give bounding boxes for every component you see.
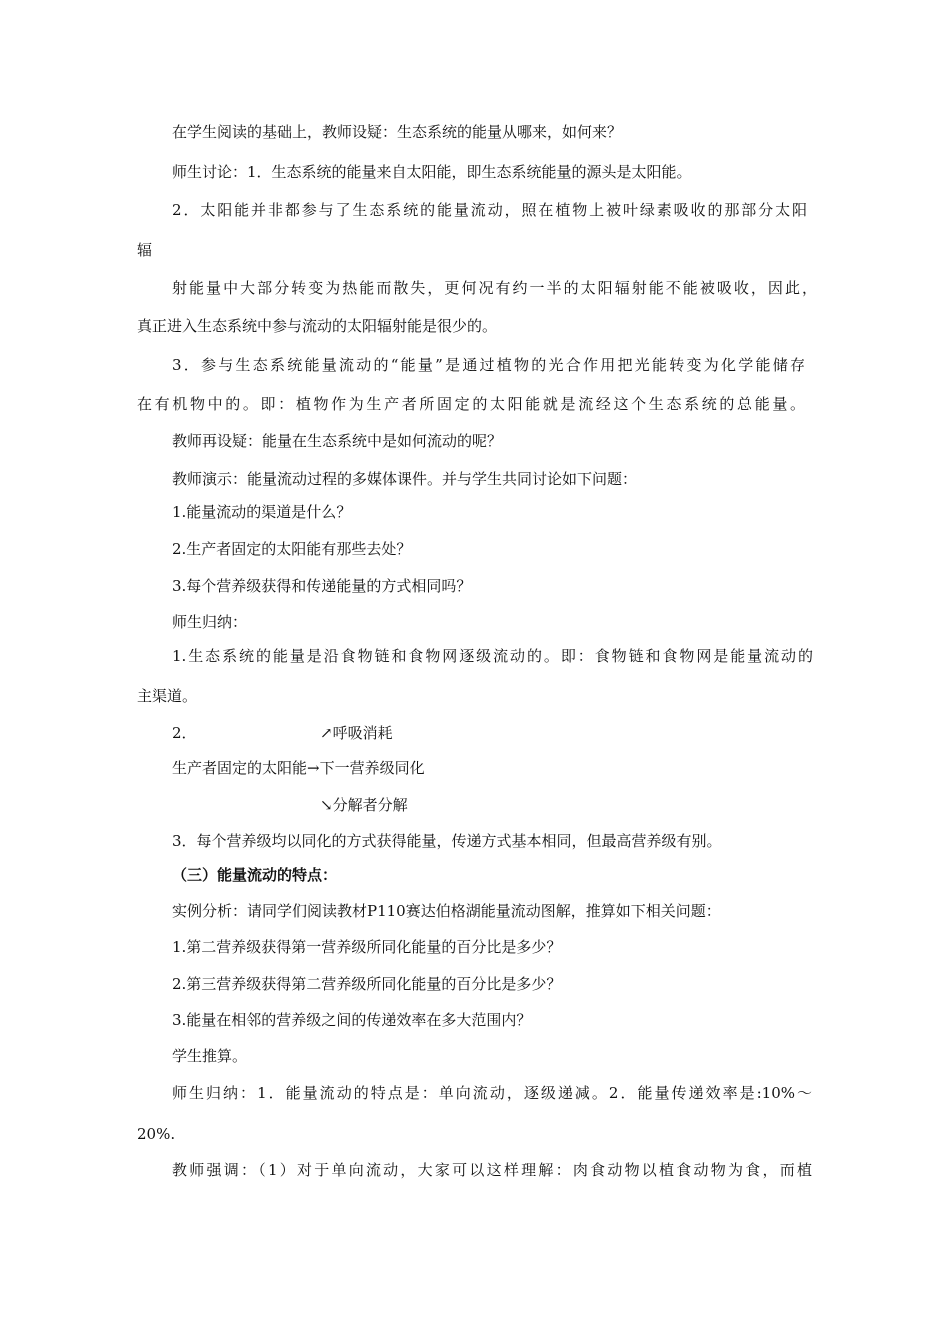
text-line: 射能量中大部分转变为热能而散失，更何况有约一半的太阳辐射能不能被吸收，因此， <box>172 279 817 297</box>
text-line: 1.生态系统的能量是沿食物链和食物网逐级流动的。即：食物链和食物网是能量流动的 <box>172 647 813 665</box>
text-line: 教师演示：能量流动过程的多媒体课件。并与学生共同讨论如下问题： <box>172 470 638 488</box>
text-line: 3.每个营养级获得和传递能量的方式相同吗？ <box>172 577 472 595</box>
text-line: 师生归纳： <box>172 613 248 631</box>
text-line: 学生推算。 <box>172 1047 248 1065</box>
flow-main: 生产者固定的太阳能→下一营养级同化 <box>172 759 425 777</box>
text-line: 3.能量在相邻的营养级之间的传递效率在多大范围内？ <box>172 1011 532 1029</box>
text-line: 师生归纳：1．能量流动的特点是：单向流动，逐级递减。2．能量传递效率是:10%～ <box>172 1084 812 1102</box>
text-line: 辐 <box>137 241 153 259</box>
text-line: 20%. <box>137 1125 176 1143</box>
flow-branch-respiration: ↗呼吸消耗 <box>320 724 393 742</box>
text-line: 2.生产者固定的太阳能有那些去处？ <box>172 540 412 558</box>
text-line: 1.第二营养级获得第一营养级所同化能量的百分比是多少？ <box>172 938 562 956</box>
text-line: 主渠道。 <box>137 687 198 705</box>
section-heading: （三）能量流动的特点： <box>172 866 338 884</box>
text-line: 教师再设疑：能量在生态系统中是如何流动的呢？ <box>172 432 503 450</box>
flow-branch-decomposer: ↘分解者分解 <box>320 796 408 814</box>
text-line: 实例分析：请同学们阅读教材P110赛达伯格湖能量流动图解，推算如下相关问题： <box>172 902 721 920</box>
text-line: 3．参与生态系统能量流动的“能量”是通过植物的光合作用把光能转变为化学能储存 <box>172 356 805 374</box>
text-line: 在有机物中的。即：植物作为生产者所固定的太阳能就是流经这个生态系统的总能量。 <box>137 395 805 413</box>
text-line: 教师强调：（1）对于单向流动，大家可以这样理解：肉食动物以植食动物为食，而植 <box>172 1161 812 1179</box>
text-line: 3．每个营养级均以同化的方式获得能量，传递方式基本相同，但最高营养级有别。 <box>172 832 722 850</box>
text-line: 师生讨论：1．生态系统的能量来自太阳能，即生态系统能量的源头是太阳能。 <box>172 163 692 181</box>
text-line: 真正进入生态系统中参与流动的太阳辐射能是很少的。 <box>137 317 498 335</box>
text-line: 2．太阳能并非都参与了生态系统的能量流动，照在植物上被叶绿素吸收的那部分太阳 <box>172 201 807 219</box>
text-line: 在学生阅读的基础上，教师设疑：生态系统的能量从哪来，如何来？ <box>172 123 623 141</box>
text-line: 2.第三营养级获得第二营养级所同化能量的百分比是多少？ <box>172 975 562 993</box>
text-line: 2． <box>172 724 197 742</box>
text-line: 1.能量流动的渠道是什么？ <box>172 503 352 521</box>
